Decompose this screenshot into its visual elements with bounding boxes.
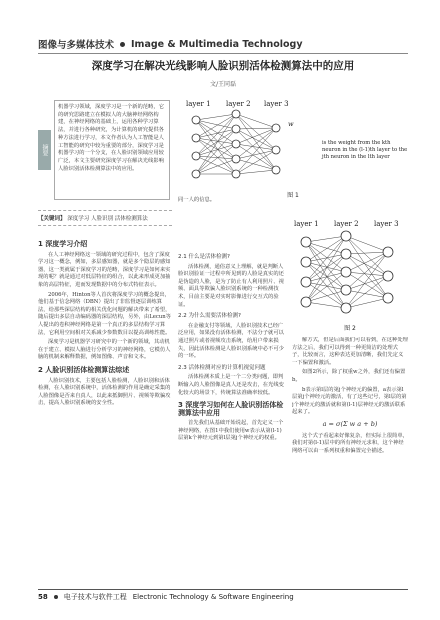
section-2-3-title: 2.3 活体检测对应的计算机视觉问题: [178, 364, 266, 371]
network-edge: [196, 120, 236, 174]
network-edge: [346, 236, 388, 276]
left-column: [38, 236, 172, 582]
article-title: 深度学习在解决光线影响人脸识别活体检测算法中的应用: [91, 60, 355, 72]
journal-name-en: Electronic Technology & Software Engineering: [132, 593, 294, 601]
network-node: [272, 124, 280, 132]
network-node: [301, 297, 311, 307]
fig1-layer-3-label: layer 3: [264, 100, 289, 108]
network-edge: [346, 252, 388, 290]
footer-divider: [38, 589, 408, 590]
network-edge: [196, 129, 236, 174]
network-edge: [306, 272, 346, 282]
header-divider: [38, 53, 408, 54]
figure-2-network: [292, 218, 408, 330]
network-node: [301, 257, 311, 267]
paragraph: 这个式子看起来好像复杂，但实际上很简单，我们对第(l-1)层中的所有神经元求和，这个神经网络可以由一系列权重和偏置完全描述。: [292, 432, 408, 454]
figure-1-caption: 图 1: [287, 192, 299, 199]
figure-1-note: is the weight from the kth neuron in the (l-1)th layer to the jth neuron in the lth layer: [322, 140, 408, 160]
network-node: [383, 271, 393, 281]
section-2-2-title: 2.2 为什么需要活体检测?: [178, 313, 241, 320]
network-node: [232, 170, 240, 178]
keywords-text: 深度学习 人脸识别 活体检测算法: [67, 216, 148, 222]
network-node: [301, 277, 311, 287]
fig2-layer-1-label: layer 1: [294, 220, 319, 228]
bullet-icon: [54, 595, 58, 599]
network-node: [383, 247, 393, 257]
network-edge: [196, 159, 236, 174]
network-node: [232, 140, 240, 148]
mid-column-intro: 同一人的信息。: [178, 197, 216, 203]
page-number: 58: [38, 593, 48, 601]
network-node: [301, 237, 311, 247]
fig1-layer-1-label: layer 1: [186, 100, 211, 108]
paragraph: 首先我们从基础开始说起，首先定义一个神经网络，在图1中我们使用w表示从第(l-1)层第k个神经元到第l层第j个神经元的权重。: [178, 420, 284, 442]
network-edge: [346, 252, 388, 272]
fig1-layer-2-label: layer 2: [226, 100, 251, 108]
keywords-label: 【关键词】: [38, 216, 66, 222]
network-node: [232, 110, 240, 118]
abstract: [38, 100, 172, 202]
section-header: [38, 37, 408, 51]
network-node: [232, 125, 240, 133]
network-node: [192, 134, 200, 142]
right-column: [292, 337, 408, 587]
network-edge: [306, 262, 346, 272]
figure-2-caption: 图 2: [344, 325, 356, 332]
network-edge: [236, 114, 276, 170]
network-node: [272, 146, 280, 154]
network-edge: [306, 302, 346, 308]
paragraph: 活体检测，通俗意义上理解，就是判断人脸识别验证一过程中所见到的人脸是真实的还是伪造的人脸，是为了防止有人利用照片、视频、面具等欺骗人脸识别系统的一种检测技术，目前主要是对实时影像进行交互式的验证。: [178, 263, 284, 308]
network-node: [341, 267, 351, 277]
network-node: [192, 152, 200, 160]
network-node: [192, 116, 200, 124]
fig2-layer-3-label: layer 3: [374, 220, 399, 228]
section-1-title: 1 深度学习介绍: [38, 240, 88, 248]
paragraph: 2006年，Hinton等人首次将深度学习的概念提出，他们基于信念网络（DBN）提出了非监督逐层训练算法，给那些深层结构的相关优化问题的解决带来了希望，随后提出多层自动编码器的深层结构，另外，由Lecun等人提出的卷积神经网络是第一个真正的多层结构学习算法，它利用空间相对关系减少参数数目以提高训练性能。: [38, 291, 171, 336]
network-node: [341, 249, 351, 259]
network-edge: [346, 276, 388, 290]
paragraph: 深度学习是机器学习研究中的一个新的领域，其动机在于建立、模拟人脑进行分析学习的神经网络，它模仿人脑的机制来解释数据，例如图像、声音和文本。: [38, 339, 171, 361]
section-2-1-title: 2.1 什么是活体检测?: [178, 254, 230, 260]
network-edge: [196, 129, 236, 156]
network-edge: [196, 114, 236, 156]
network-node: [383, 293, 393, 303]
network-edge: [346, 236, 388, 298]
page-footer: [38, 592, 408, 602]
paragraph: b表示第l层的第j个神经元的偏置，a表示第l层第j个神经元的激活，有了这些记号，第l层的第j个神经元的激活就和第(l-1)层神经元的激活联系起来了。: [292, 386, 407, 416]
paragraph: 人脸识别技术，主要包括人脸检测，人脸识别和活体检测，在人脸识别系统中，活体检测的作用是确定采集的人脸图像是否来自真人，以此来抵御照片、视频等欺骗攻击，提高人脸识别系统的安全性。: [38, 377, 171, 407]
middle-column: [178, 250, 286, 590]
network-edge: [236, 144, 276, 170]
network-edge: [236, 128, 276, 129]
network-edge: [196, 120, 236, 129]
network-node: [232, 155, 240, 163]
network-edge: [196, 114, 236, 120]
network-node: [341, 303, 351, 313]
section-3-title: 3 深度学习如何在人脸识别活体检测算法中应用: [178, 401, 284, 417]
journal-name: 电子技术与软件工程: [63, 593, 127, 601]
paragraph: 在人工神经网络这一领域的研究过程中，包含了深度学习这一概念，例如，多层感知器，就是多个隐层的感知器，这一类就属于深度学习的范畴，深度学习是如何来实现的呢？就是通过对低层特征的组合，以此来形成更加抽象的高层特征，进而发现数据中的分布式特征表示。: [38, 251, 171, 288]
section-2-title: 2 人脸识别活体检测算法综述: [38, 365, 130, 374]
formula: a = σ(Σ w a + b): [322, 419, 378, 428]
network-edge: [306, 236, 346, 242]
network-edge: [196, 129, 236, 138]
bullet-icon: [120, 42, 125, 47]
abstract-tag: 摘要: [38, 130, 51, 170]
network-edge: [236, 114, 276, 128]
keywords: [38, 210, 172, 226]
network-edge: [306, 272, 346, 302]
abstract-text: 机器学习领域，深度学习是一个新的范畴，它的研究思路建立在模拟人的大脑神经网络构建，在神经网络的基础上，运用各种学习算法，并进行各种研究，为计算机的研究提供各种方法进行学习，本文作者认为人工智能是人工智能的研究中较为重要的部分，深度学习是机器学习的一个分支，在人脸识别领域应用较广泛，本文主要研究深度学习在解决光线影响人脸识别活体检测算法中的应用。: [54, 100, 170, 200]
network-edge: [306, 242, 346, 272]
section-label: 图像与多媒体技术: [38, 40, 115, 51]
network-edge: [346, 236, 388, 252]
paragraph: 如图2所示，除了权重w之外，我们还有偏置b。: [292, 369, 406, 383]
paragraph: 解方式，但是后面我们可以看到，在这种处理方法之后，我们可以得到一种更简洁的处理式子，比较而言，这种表达更加清晰，我们先定义一下偏置和激活。: [292, 337, 408, 366]
article-author: 文/王同磊: [209, 81, 237, 88]
section-label-en: Image & Multimedia Technology: [131, 38, 303, 50]
network-edge: [346, 252, 388, 254]
network-node: [192, 170, 200, 178]
paragraph: 活体检测本质上是一个二分类问题，即判断输入的人脸图像是真人还是攻击，在光线变化较大的场景下，传统算法准确率较低。: [178, 374, 284, 396]
fig2-layer-2-label: layer 2: [334, 220, 359, 228]
fig1-weight-label: w: [288, 120, 294, 128]
network-edge: [236, 159, 276, 170]
network-node: [272, 166, 280, 174]
network-edge: [196, 120, 236, 144]
paragraph: 在金融支付等领域，人脸识别技术已经广泛应用，如果没有活体检测，不法分子就可以通过照片或者视频攻击系统，给用户带来损失，因此活体检测是人脸识别系统中必不可少的一环。: [178, 322, 284, 360]
network-node: [341, 231, 351, 241]
network-node: [341, 285, 351, 295]
